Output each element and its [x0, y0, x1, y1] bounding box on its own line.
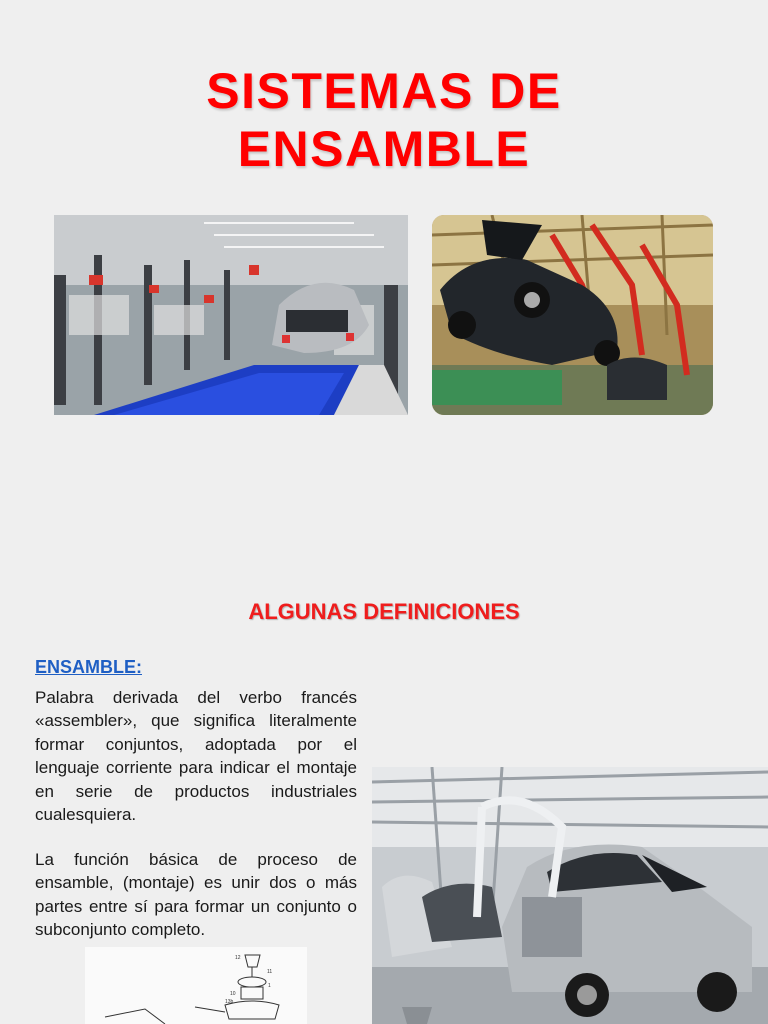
- svg-text:10: 10: [230, 991, 236, 997]
- definition-term: ENSAMBLE:: [35, 657, 142, 677]
- exploded-parts-diagram: [85, 947, 307, 1024]
- svg-text:1: 1: [268, 983, 271, 989]
- assembly-line-photo: [54, 215, 408, 415]
- definition-paragraph-2: La función básica de proceso de ensamble, (montaje) es unir dos o más partes entre sí para formar un conjunto o subconjunto completo.: [35, 850, 357, 940]
- svg-text:12: 12: [235, 955, 241, 961]
- suspended-car-conveyor-photo: [432, 215, 713, 415]
- page-title: [0, 62, 768, 178]
- title-line-2: ENSAMBLE: [237, 121, 531, 177]
- svg-text:11: 11: [267, 969, 273, 975]
- definition-paragraph-1: Palabra derivada del verbo francés «assembler», que significa literalmente formar conjuntos, adoptada por el lenguaje corriente para indicar el montaje en serie de productos industriales cualesquiera.: [35, 688, 357, 825]
- section-heading: ALGUNAS DEFINICIONES: [248, 599, 520, 624]
- svg-text:13b: 13b: [225, 999, 234, 1005]
- title-line-1: SISTEMAS DE: [206, 63, 562, 119]
- car-body-assembly-photo: [372, 767, 768, 1024]
